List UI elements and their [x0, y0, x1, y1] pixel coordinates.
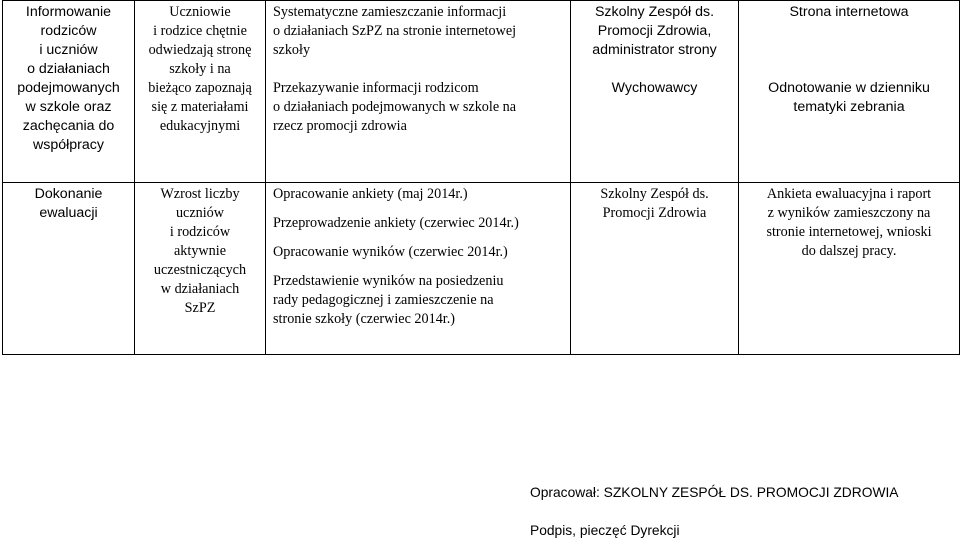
- plan-table: [2, 0, 960, 355]
- cell-line: i rodziców: [169, 224, 231, 240]
- cell-line: rzecz promocji zdrowia: [273, 118, 407, 134]
- cell-line: Szkolny Zespół ds.: [594, 4, 715, 20]
- cell-line: i rodzice chętnie: [153, 23, 247, 39]
- cell-line: rady pedagogicznej i zamieszczenie na: [273, 292, 494, 308]
- task-entry: [273, 79, 566, 136]
- cell-line: i uczniów: [39, 42, 98, 58]
- cell-line: Promocji Zdrowia: [602, 205, 707, 221]
- cell-line: o działaniach podejmowanych w szkole na: [273, 99, 517, 115]
- task-entry: [273, 243, 566, 262]
- cell-line: z wyników zamieszczony na: [767, 205, 931, 221]
- cell-line: Systematyczne zamieszczanie informacji: [273, 4, 507, 20]
- cell-line: Strona internetowa: [789, 4, 909, 20]
- cell-line: Wychowawcy: [611, 80, 698, 96]
- evidence-entry: [743, 79, 955, 117]
- tasks-cell: [266, 1, 571, 183]
- cell-line: Informowanie: [25, 4, 112, 20]
- prepared-by-text: Opracował: SZKOLNY ZESPÓŁ DS. PROMOCJI ZDROWIA: [530, 485, 899, 500]
- cell-line: ewaluacji: [39, 205, 98, 221]
- cell-line: Uczniowie: [169, 4, 231, 20]
- cell-line: uczniów: [175, 205, 225, 221]
- cell-line: stronie szkoły (czerwiec 2014r.): [273, 311, 456, 327]
- task-entry: [273, 185, 566, 204]
- cell-line: Przekazywanie informacji rodzicom: [273, 80, 479, 96]
- cell-line: Ankieta ewaluacyjna i raport: [766, 186, 932, 202]
- evidence-entry: [743, 185, 955, 261]
- criteria-cell: [135, 1, 266, 183]
- evidence-entry: [743, 3, 955, 22]
- cell-line: Promocji Zdrowia,: [597, 23, 712, 39]
- cell-line: tematyki zebrania: [793, 99, 905, 115]
- table-row: [3, 183, 960, 355]
- cell-line: Opracowanie wyników (czerwiec 2014r.): [273, 244, 508, 260]
- cell-line: podejmowanych: [17, 80, 120, 96]
- cell-line: uczestniczących: [153, 262, 247, 278]
- cell-line: Przeprowadzenie ankiety (czerwiec 2014r.): [273, 215, 519, 231]
- cell-line: rodziców: [40, 23, 97, 39]
- cell-line: o działaniach SzPZ na stronie internetowej: [273, 23, 517, 39]
- tasks-cell: [266, 183, 571, 355]
- cell-line: współpracy: [33, 137, 104, 153]
- cell-line: bieżąco zapoznają: [148, 80, 252, 96]
- goal-cell: [3, 1, 135, 183]
- cell-line: aktywnie: [173, 243, 226, 259]
- table-row: [3, 1, 960, 183]
- cell-line: Szkolny Zespół ds.: [600, 186, 709, 202]
- cell-line: administrator strony: [592, 42, 717, 58]
- cell-line: szkoły: [273, 42, 311, 58]
- task-entry: [273, 272, 566, 329]
- cell-line: o działaniach: [27, 61, 110, 77]
- cell-line: Odnotowanie w dzienniku: [768, 80, 930, 96]
- cell-line: w szkole oraz: [25, 99, 112, 115]
- evidence-cell: [739, 183, 960, 355]
- evidence-cell: [739, 1, 960, 183]
- cell-line: zachęcania do: [22, 118, 115, 134]
- task-entry: [273, 3, 566, 60]
- responsible-entry: [575, 185, 734, 223]
- responsible-entry: [575, 3, 734, 60]
- cell-line: SzPZ: [184, 300, 216, 316]
- cell-line: odwiedzają stronę: [148, 42, 252, 58]
- cell-line: się z materiałami: [151, 99, 249, 115]
- responsible-cell: [571, 1, 739, 183]
- cell-line: w działaniach: [160, 281, 240, 297]
- cell-line: szkoły i na: [169, 61, 231, 77]
- task-entry: [273, 214, 566, 233]
- cell-line: Opracowanie ankiety (maj 2014r.): [273, 186, 468, 202]
- cell-line: edukacyjnymi: [159, 118, 241, 134]
- cell-line: Przedstawienie wyników na posiedzeniu: [273, 273, 504, 289]
- cell-line: do dalszej pracy.: [801, 243, 897, 259]
- goal-cell: [3, 183, 135, 355]
- cell-line: Dokonanie: [34, 186, 103, 202]
- signature-text: Podpis, pieczęć Dyrekcji: [530, 523, 680, 538]
- responsible-entry: [575, 79, 734, 98]
- criteria-cell: [135, 183, 266, 355]
- cell-line: stronie internetowej, wnioski: [766, 224, 932, 240]
- cell-line: Wzrost liczby: [160, 186, 240, 202]
- responsible-cell: [571, 183, 739, 355]
